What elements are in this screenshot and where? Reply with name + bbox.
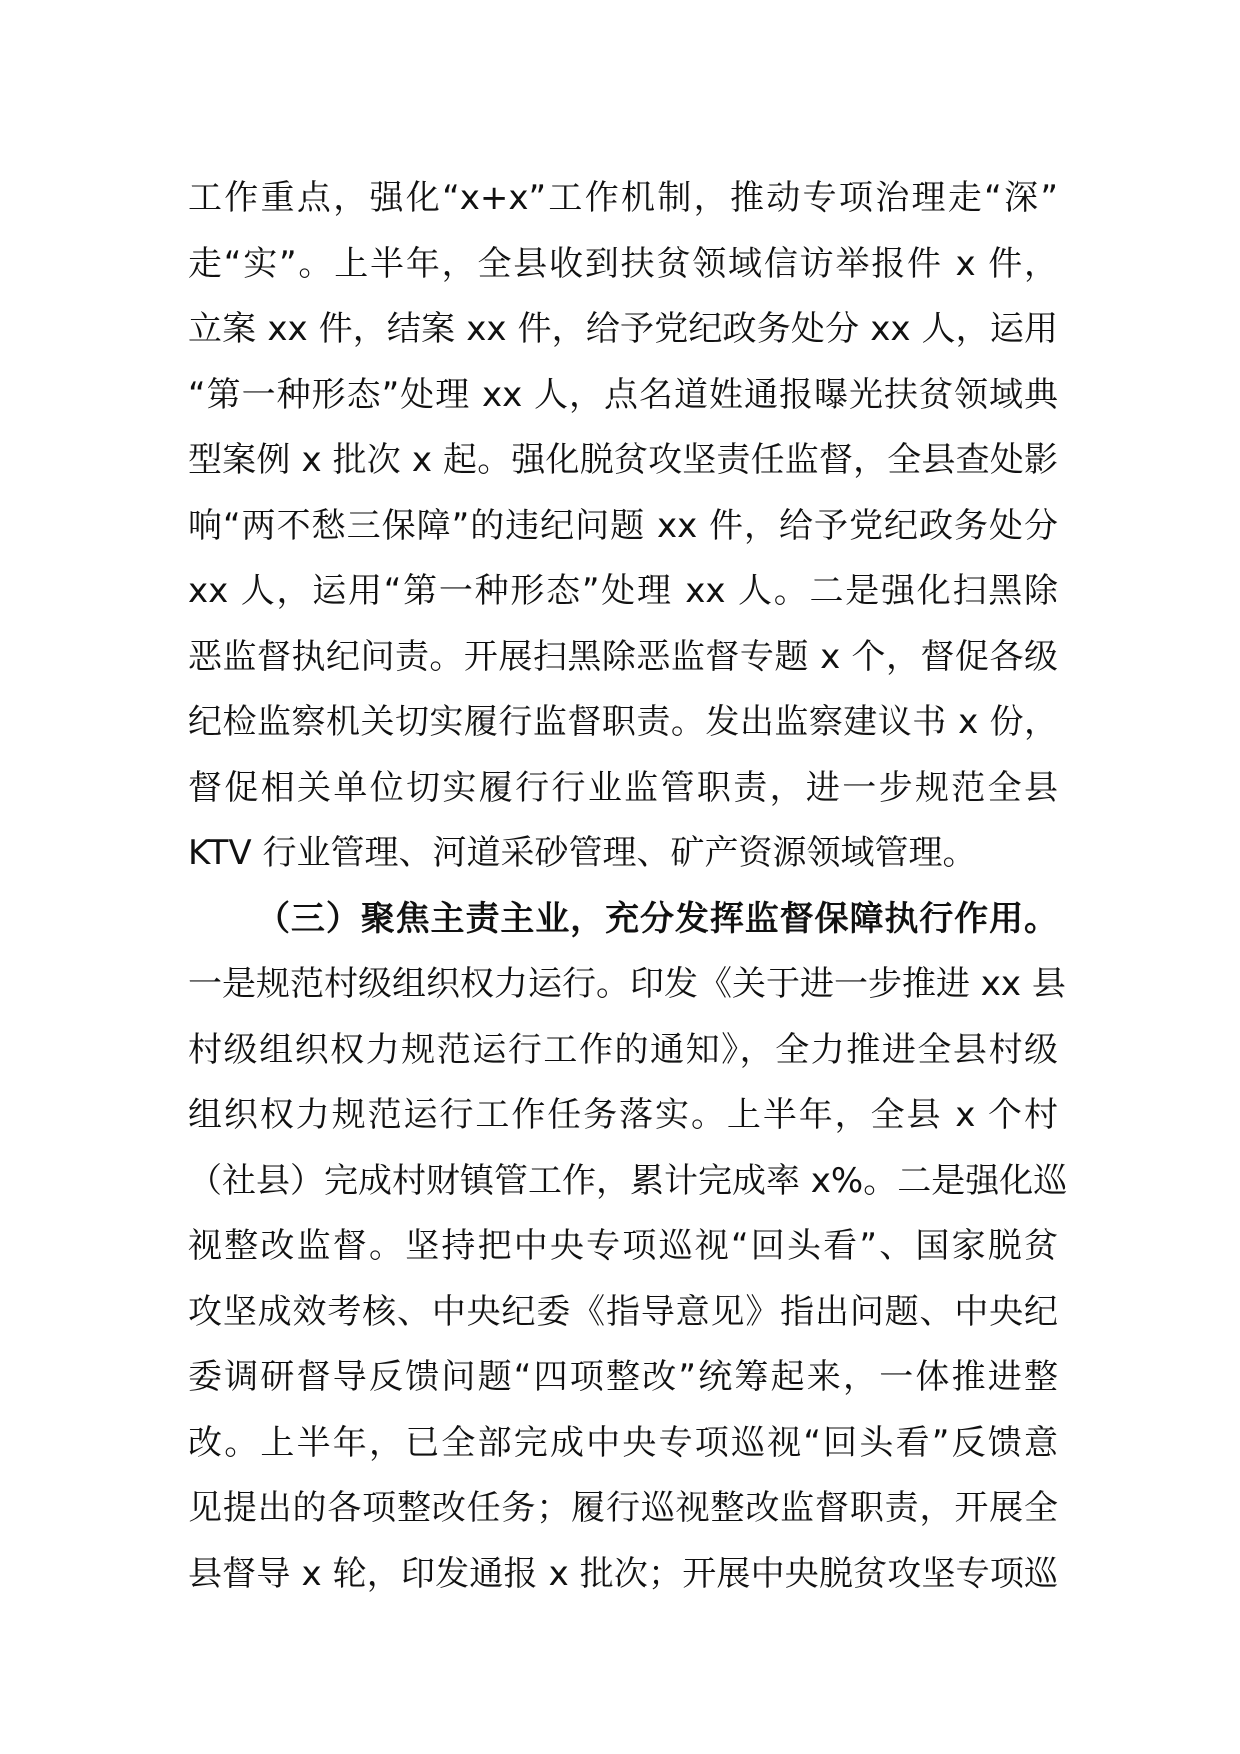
paragraph-line: 县督导 x 轮，印发通报 x 批次；开展中央脱贫攻坚专项巡 [188,1553,1058,1594]
paragraph-line: 视整改监督。坚持把中央专项巡视“回头看”、国家脱贫 [188,1226,1058,1266]
paragraph-line: 立案 xx 件，结案 xx 件，给予党纪政务处分 xx 人，运用 [188,309,1058,349]
paragraph-line: （社县）完成村财镇管工作，累计完成率 x%。二是强化巡 [188,1160,1068,1201]
paragraph-line: 型案例 x 批次 x 起。强化脱贫攻坚责任监督，全县查处影 [188,440,1058,480]
paragraph-line: 委调研督导反馈问题“四项整改”统筹起来，一体推进整 [188,1357,1058,1397]
paragraph-line: xx 人，运用“第一种形态”处理 xx 人。二是强化扫黑除 [188,571,1058,611]
paragraph-line: 走“实”。上半年，全县收到扶贫领域信访举报件 x 件， [188,243,1058,284]
paragraph-line: 组织权力规范运行工作任务落实。上半年，全县 x 个村 [188,1095,1058,1135]
paragraph-line: 工作重点，强化“x+x”工作机制，推动专项治理走“深” [188,178,1058,218]
paragraph-line: 改。上半年，已全部完成中央专项巡视“回头看”反馈意 [188,1422,1058,1463]
paragraph-line: 攻坚成效考核、中央纪委《指导意见》指出问题、中央纪 [188,1291,1058,1332]
paragraph-line: 见提出的各项整改任务；履行巡视整改监督职责，开展全 [188,1488,1058,1528]
body-text [188,166,1068,1607]
paragraph-line: KTV 行业管理、河道采砂管理、矿产资源领域管理。 [188,833,977,873]
paragraph-line: 纪检监察机关切实履行监督职责。发出监察建议书 x 份， [188,702,1058,742]
paragraph-line: 村级组织权力规范运行工作的通知》，全力推进全县村级 [188,1029,1058,1070]
paragraph-line: 恶监督执纪问责。开展扫黑除恶监督专题 x 个，督促各级 [188,636,1058,677]
paragraph-line: 督促相关单位切实履行行业监管职责，进一步规范全县 [188,767,1058,808]
paragraph-line: 响“两不愁三保障”的违纪问题 xx 件，给予党纪政务处分 [188,505,1058,546]
paragraph-line: “第一种形态”处理 xx 人，点名道姓通报曝光扶贫领域典 [188,374,1058,415]
paragraph-line: 一是规范村级组织权力运行。印发《关于进一步推进 xx 县 [188,964,1066,1004]
section-heading: （三）聚焦主责主业，充分发挥监督保障执行作用。 [256,898,1058,939]
